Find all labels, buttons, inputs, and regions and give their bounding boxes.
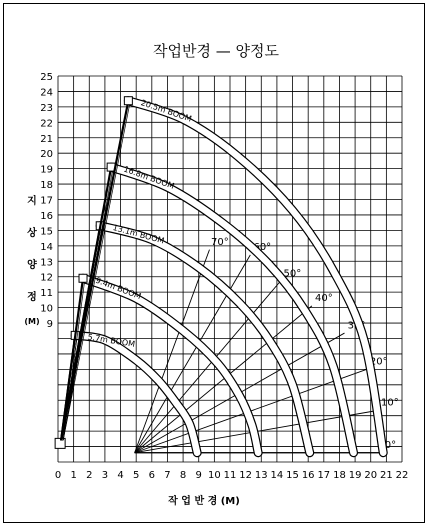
x-tick-label: 20 — [364, 470, 378, 481]
boom-label: 20.5m BOOM — [139, 98, 193, 124]
y-tick-label: 16 — [40, 210, 53, 222]
x-tick-label: 18 — [333, 470, 346, 481]
x-tick-label: 14 — [270, 470, 284, 481]
y-tick-label: 22 — [40, 118, 53, 130]
y-tick-label: 18 — [40, 180, 53, 192]
x-tick-label: 5 — [132, 470, 140, 481]
x-tick-label: 6 — [148, 470, 156, 481]
y-tick-label: 13 — [40, 257, 53, 269]
y-tick-label: 20 — [40, 149, 53, 161]
y-tick-label: 14 — [40, 241, 53, 253]
y-tick-label: 25 — [40, 72, 53, 83]
x-tick-label: 16 — [301, 470, 315, 481]
chart-frame — [3, 3, 425, 523]
y-axis-label-char: (M) — [24, 317, 40, 326]
y-tick-label: 24 — [40, 87, 53, 99]
angle-label: 40° — [315, 293, 333, 305]
angle-label: 20° — [369, 356, 388, 368]
y-tick-label: 12 — [40, 272, 53, 284]
x-tick-label: 10 — [207, 470, 221, 481]
boom-line — [61, 101, 128, 441]
y-axis-label-char: 상 — [27, 228, 37, 239]
x-tick-label: 2 — [86, 470, 93, 481]
x-tick-label: 13 — [254, 470, 268, 481]
x-tick-label: 19 — [348, 470, 362, 481]
grid — [58, 76, 402, 462]
chart-title: 작업반경 — 양정도 — [153, 42, 279, 60]
x-tick-label: 9 — [195, 470, 202, 481]
x-tick-label: 0 — [54, 470, 62, 481]
y-axis-label-char: 지 — [27, 196, 37, 207]
y-tick-label: 19 — [40, 164, 53, 176]
boom-label: 5.7m BOOM — [86, 332, 136, 349]
x-tick-label: 4 — [117, 470, 124, 481]
y-tick-label: 11 — [40, 288, 53, 300]
x-tick-label: 15 — [286, 470, 299, 481]
y-tick-label: 10 — [40, 303, 53, 315]
y-tick-label: 17 — [40, 195, 53, 207]
angle-lines — [135, 237, 399, 453]
x-tick-label: 1 — [70, 470, 77, 481]
y-tick-label: 15 — [40, 226, 53, 238]
x-tick-label: 11 — [223, 470, 237, 481]
boom-tip — [79, 274, 87, 282]
x-axis-label: 작 업 반 경 (M) — [168, 496, 240, 507]
angle-label: 60° — [253, 242, 272, 254]
boom-label: 16.8m BOOM — [122, 164, 176, 191]
y-tick-label: 23 — [40, 102, 53, 114]
y-axis-label-char: 양 — [27, 260, 37, 271]
boom-label: 13.1m BOOM — [111, 223, 166, 246]
boom-tip — [124, 97, 132, 105]
y-tick-label: 21 — [40, 133, 53, 145]
x-tick-label: 7 — [164, 470, 171, 481]
x-tick-label: 21 — [379, 470, 393, 481]
angle-label: 0° — [384, 440, 397, 452]
x-tick-label: 3 — [101, 470, 109, 481]
angle-label: 10° — [381, 397, 399, 409]
x-tick-label: 8 — [179, 470, 187, 481]
curve-band-outline — [83, 275, 258, 452]
angle-label: 30° — [347, 320, 366, 332]
angle-label: 70° — [211, 236, 229, 248]
boom-curves — [75, 98, 383, 453]
x-tick-label: 12 — [239, 470, 253, 481]
y-tick-label: 9 — [46, 319, 53, 331]
angle-label: 50° — [283, 268, 302, 280]
boom-label: 9.4m BOOM — [94, 275, 143, 302]
x-tick-label: 22 — [395, 470, 409, 481]
y-axis-label — [24, 194, 39, 326]
x-tick-label: 17 — [317, 470, 331, 481]
y-axis-label-char: 정 — [27, 292, 37, 303]
working-radius-lift-height-chart — [4, 4, 426, 524]
curve-band-fill — [83, 275, 258, 452]
